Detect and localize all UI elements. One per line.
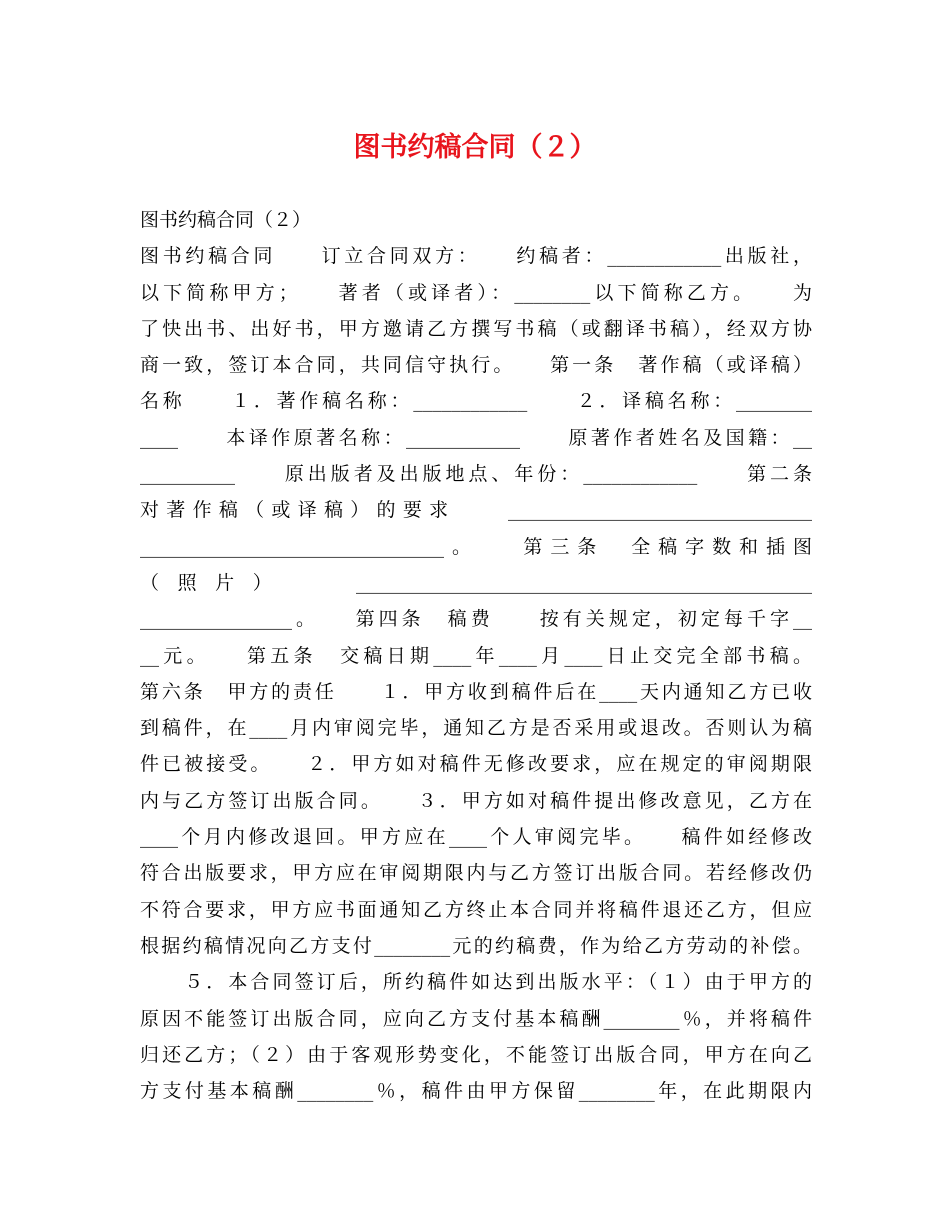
text-line: 了快出书、出好书，甲方邀请乙方撰写书稿（或翻译书稿），经双方协 [140, 317, 812, 340]
text-line: 根据约稿情况向乙方支付________元的约稿费，作为给乙方劳动的补偿。 [140, 934, 812, 957]
text-line: 符合出版要求，甲方应在审阅期限内与乙方签订出版合同。若经修改仍 [140, 862, 812, 885]
text-line: 名称 １．著作稿名称：____________ ２．译稿名称：________ [140, 390, 812, 413]
text-line: 第六条 甲方的责任 １．甲方收到稿件后在____天内通知乙方已收 [140, 680, 812, 703]
text-line: 件已被接受。 ２．甲方如对稿件无修改要求，应在规定的审阅期限 [140, 753, 812, 776]
text-line: 内与乙方签订出版合同。 ３．甲方如对稿件提出修改意见，乙方在 [140, 789, 812, 812]
text-line: ________________。 第四条 稿费 按有关规定，初定每千字__ [140, 608, 812, 631]
text-line: 商一致，签订本合同，共同信守执行。 第一条 著作稿（或译稿） [140, 354, 812, 377]
text-line: 以下简称甲方； 著者（或译者）：________以下简称乙方。 为 [140, 281, 812, 304]
text-line: 图书约稿合同 订立合同双方： 约稿者：____________出版社， [140, 245, 812, 268]
document-body [140, 202, 812, 1109]
text-line: __元。 第五条 交稿日期____年____月____日止交完全部书稿。 [140, 644, 812, 667]
document-title: 图书约稿合同（２） [353, 132, 597, 163]
text-line: ____个月内修改退回。甲方应在____个人审阅完毕。 稿件如经修改 [140, 826, 812, 849]
text-line: 到稿件，在____月内审阅完毕，通知乙方是否采用或退改。否则认为稿 [140, 717, 812, 740]
text-line: ________________________________。 第三条 全稿字数和插图 [140, 535, 812, 558]
text-line: ５．本合同签订后，所约稿件如达到出版水平：（１）由于甲方的 [140, 971, 812, 994]
text-line: 方支付基本稿酬________％，稿件由甲方保留________年，在此期限内 [140, 1080, 812, 1103]
text-line: 不符合要求，甲方应书面通知乙方终止本合同并将稿件退还乙方，但应 [140, 898, 812, 921]
text-line: 对著作稿（或译稿）的要求 ________________________________ [140, 499, 812, 522]
text-line: （照片） ________________________________________________ [140, 571, 812, 594]
text-line: 原因不能签订出版合同，应向乙方支付基本稿酬________％，并将稿件 [140, 1007, 812, 1030]
text-line: 归还乙方；（２）由于客观形势变化，不能签订出版合同，甲方在向乙 [140, 1043, 812, 1066]
text-line: ____ 本译作原著名称：____________ 原著作者姓名及国籍：__ [140, 426, 812, 449]
text-line: __________ 原出版者及出版地点、年份：____________ 第二条 [140, 463, 812, 486]
text-line: 图书约稿合同（２） [140, 209, 312, 231]
